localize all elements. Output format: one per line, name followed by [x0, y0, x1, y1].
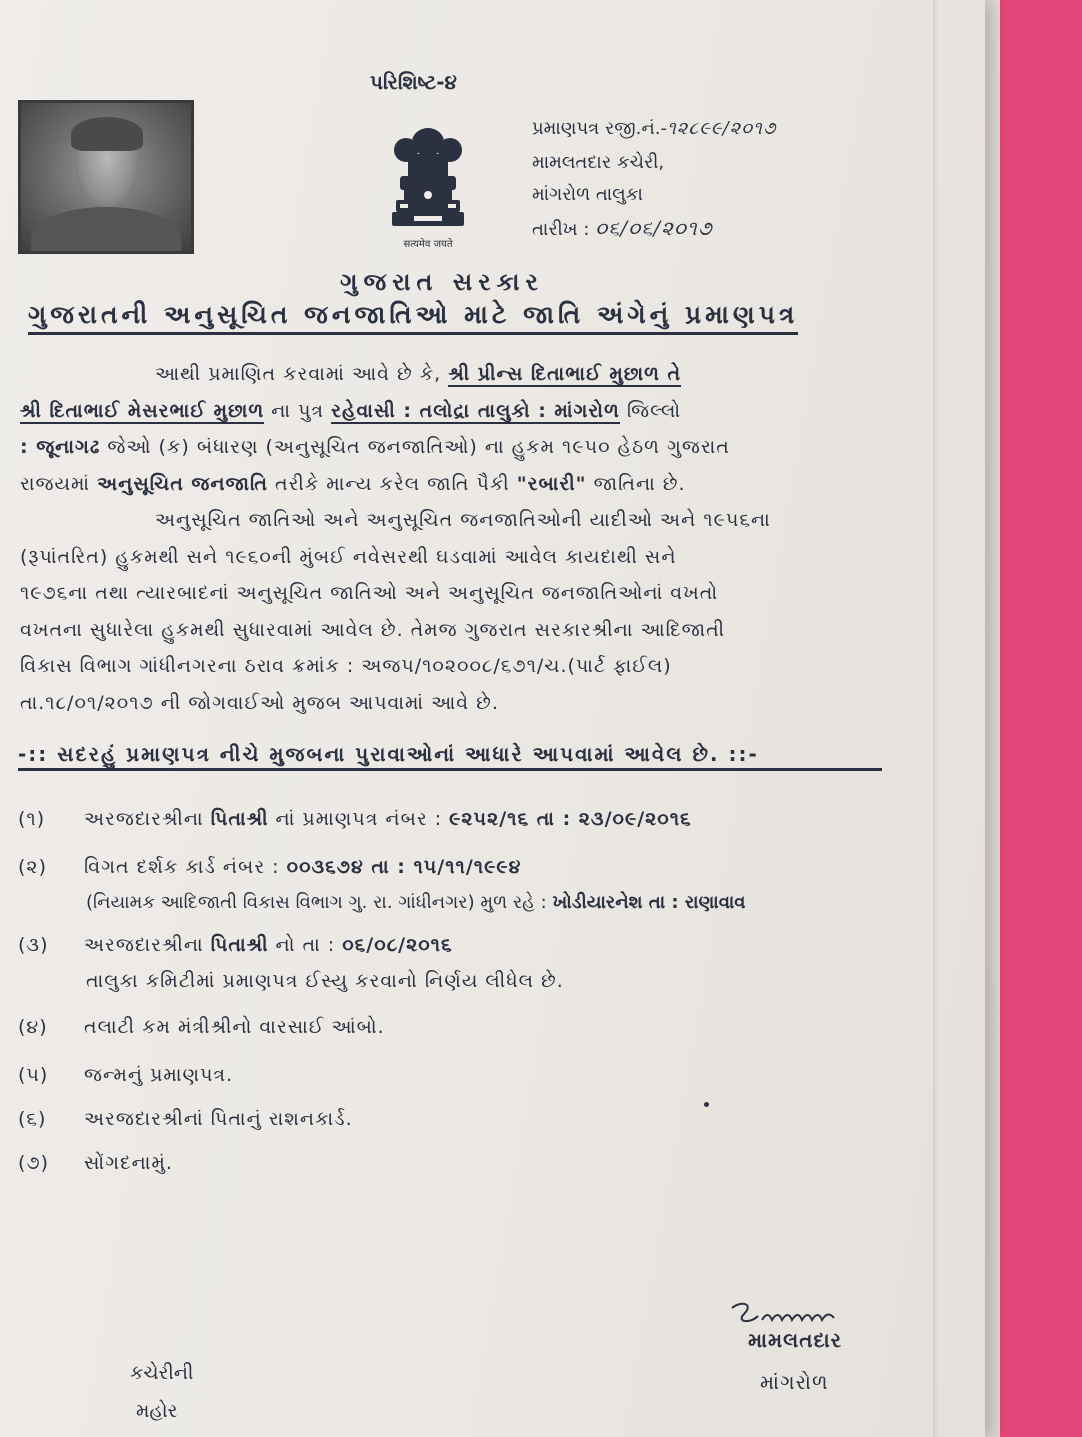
office-taluka: માંગરોળ તાલુકા	[532, 184, 643, 205]
item-number: (૨)	[18, 856, 47, 878]
item-text: અરજદારશ્રીના	[84, 808, 211, 830]
residence: રહેવાસી : તલોદ્રા તાલુકો : માંગરોળ	[331, 399, 620, 422]
body-line: તા.૧૮/૦૧/૨૦૧૭ ની જોગવાઈઓ મુજબ આપવામાં આવે છે.	[20, 691, 499, 714]
list-item	[18, 1016, 385, 1038]
applicant-photo	[18, 100, 194, 254]
item-number: (૬)	[18, 1108, 47, 1130]
item-number: (૩)	[18, 934, 49, 956]
caste-name: "રબારી"	[516, 472, 587, 495]
father-name: શ્રી દિતાભાઈ મેસરભાઈ મુછાળ	[20, 399, 265, 422]
certificate-number-label: પ્રમાણપત્ર રજી.નં.-	[532, 118, 667, 139]
item-text: અરજદારશ્રીનાં પિતાનું રાશનકાર્ડ.	[84, 1108, 353, 1130]
applicant-name: શ્રી પ્રીન્સ દિતાભાઈ મુછાળ તે	[448, 363, 682, 385]
body-line: વિકાસ વિભાગ ગાંધીનગરના ઠરાવ ક્રમાંક : અજપ/૧૦૨૦૦૮/૬૭૧/ચ.(પાર્ટ ફાઈલ)	[20, 655, 672, 677]
body-line	[20, 393, 880, 430]
district: : જૂનાગઢ	[20, 436, 101, 458]
list-item-subline	[86, 892, 746, 913]
basis-heading: -:: સદરહું પ્રમાણપત્ર નીચે મુજબના પુરાવાઓનાં આધારે આપવામાં આવેલ છે. ::-	[18, 742, 882, 771]
body-text: જિલ્લો	[619, 399, 682, 422]
body-text: રાજયમાં	[20, 472, 98, 495]
item-text: ૦૦૩૬૭૪ તા : ૧૫/૧૧/૧૯૯૪	[286, 856, 522, 878]
list-item	[18, 808, 692, 830]
signatory-place: માંગરોળ	[760, 1370, 829, 1394]
government-title: ગુજરાત સરકાર	[340, 268, 544, 296]
tribe-category: અનુસૂચિત જનજાતિ	[97, 472, 268, 495]
item-text: નાં પ્રમાણપત્ર નંબર :	[268, 808, 450, 830]
list-item	[18, 1064, 233, 1086]
item-text: ૯૨૫૨/૧૬ તા : ૨૩/૦૯/૨૦૧૬	[449, 808, 692, 830]
body-line	[20, 429, 880, 466]
item-text: ખોડીયારનેશ તા : રાણાવાવ	[552, 892, 746, 913]
item-text: વિગત દર્શક કાર્ડ નંબર :	[84, 856, 287, 878]
seal-label: કચેરીની	[130, 1362, 194, 1384]
body-line: ૧૯૭૬ના તથા ત્યારબાદનાં અનુસૂચિત જાતિઓ અને અનુસૂચિત જનજાતિઓનાં વખતો	[20, 582, 719, 604]
body-text: આથી પ્રમાણિત કરવામાં આવે છે કે,	[155, 363, 449, 385]
emblem-motto: सत्यमेव जयते	[403, 239, 453, 250]
body-text: તરીકે માન્ય કરેલ જાતિ પૈકી	[267, 472, 517, 495]
list-item	[18, 856, 521, 878]
ink-dot	[704, 1102, 709, 1107]
seal-label: મહોર	[136, 1400, 178, 1422]
item-text: જન્મનું પ્રમાણપત્ર.	[84, 1064, 234, 1086]
list-item	[18, 1152, 173, 1174]
item-number: (૪)	[18, 1016, 48, 1038]
signatory-title: મામલતદાર	[748, 1328, 842, 1352]
page-edge	[933, 0, 939, 1437]
item-text: નો તા :	[268, 934, 343, 956]
national-emblem-icon	[378, 120, 478, 255]
office-name: મામલતદાર કચેરી,	[532, 152, 665, 173]
item-text: (નિયામક આદિજાતી વિકાસ વિભાગ ગુ. રા. ગાંધીનગર) મુળ રહે :	[86, 892, 553, 913]
certificate-title: ગુજરાતની અનુસૂચિત જનજાતિઓ માટે જાતિ અંગેનું પ્રમાણપત્ર	[28, 300, 798, 335]
list-item	[18, 934, 453, 956]
issue-date-value: ૦૬/૦૬/૨૦૧૭	[595, 216, 713, 240]
item-text: અરજદારશ્રીના	[84, 934, 211, 956]
item-number: (૧)	[18, 808, 46, 830]
body-line	[20, 356, 880, 393]
item-text: પિતાશ્રી	[210, 808, 269, 830]
certificate-body	[20, 356, 880, 721]
list-item-subline: તાલુકા કમિટીમાં પ્રમાણપત્ર ઈસ્યુ કરવાનો નિર્ણય લીધેલ છે.	[86, 970, 564, 992]
issue-date-label: તારીખ :	[532, 219, 590, 240]
body-line: અનુસૂચિત જાતિઓ અને અનુસૂચિત જનજાતિઓની યાદીઓ અને ૧૯૫૬ના	[155, 509, 771, 531]
item-text: તલાટી કમ મંત્રીશ્રીનો વારસાઈ આંબો.	[84, 1016, 385, 1038]
body-line	[20, 466, 880, 503]
item-text: પિતાશ્રી	[210, 934, 269, 956]
photo-shoulders	[31, 207, 181, 254]
body-text: ના પુત્ર	[264, 399, 332, 422]
item-number: (૫)	[18, 1064, 49, 1086]
certificate-number-value: ૧૨૮૯૯/૨૦૧૭	[666, 118, 777, 139]
item-number: (૭)	[18, 1152, 50, 1174]
certificate-number	[532, 118, 776, 139]
item-text: ૦૬/૦૮/૨૦૧૬	[342, 934, 453, 956]
body-line: (રૂપાંતરિત) હુકમથી સને ૧૯૬૦ની મુંબઈ નવેસરથી ઘડવામાં આવેલ કાયદાથી સને	[20, 545, 677, 568]
item-text: સોંગદનામું.	[84, 1152, 173, 1174]
body-line: વખતના સુધારેલા હુકમથી સુધારવામાં આવેલ છે. તેમજ ગુજરાત સરકારશ્રીના આદિજાતી	[20, 618, 726, 641]
body-text: જાતિના છે.	[586, 472, 686, 495]
photo-hair	[71, 117, 143, 151]
list-item	[18, 1108, 353, 1130]
annex-label: પરિશિષ્ટ-૪	[370, 70, 457, 94]
body-text: જેઓ (ક) બંધારણ (અનુસૂચિત જનજાતિઓ) ના હુકમ ૧૯૫૦ હેઠળ ગુજરાત	[100, 436, 730, 458]
issue-date	[532, 216, 713, 240]
